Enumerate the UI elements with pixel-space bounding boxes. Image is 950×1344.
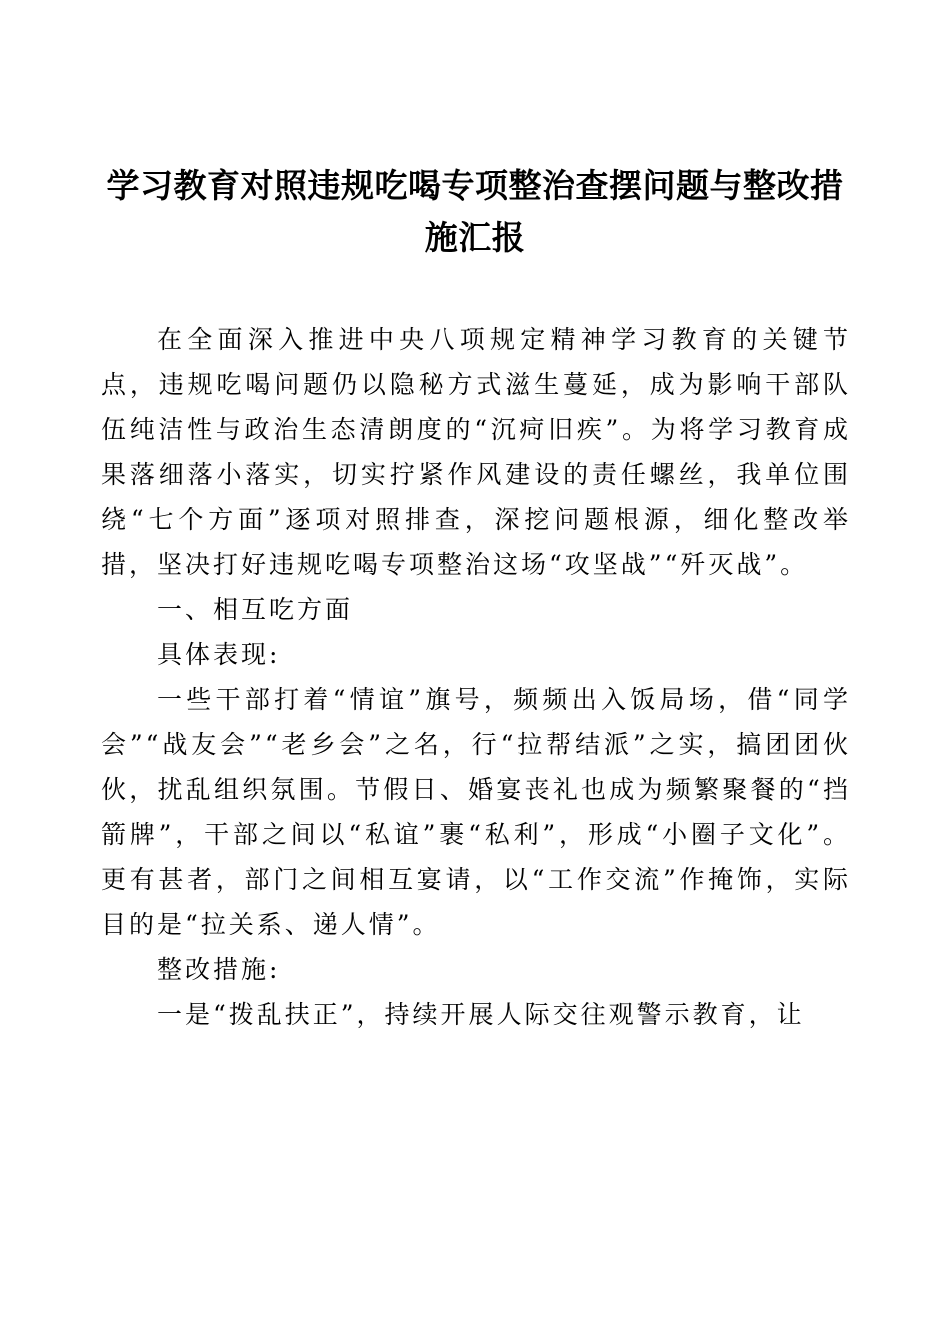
manifestation-paragraph: 一些干部打着“情谊”旗号，频频出入饭局场，借“同学会”“战友会”“老乡会”之名，行“拉帮结派”之实，搞团团伙伙，扰乱组织氛围。节假日、婚宴丧礼也成为频繁聚餐的“挡箭牌”，干部之间以“私谊”裹“私利”，形成“小圈子文化”。更有甚者，部门之间相互宴请，以“工作交流”作掩饰，实际目的是“拉关系、递人情”。 [101, 685, 851, 939]
section-heading: 一、相互吃方面 [157, 595, 354, 624]
measure-paragraph: 一是“拨乱扶正”，持续开展人际交往观警示教育，让 [157, 1000, 805, 1029]
document-title: 学习教育对照违规吃喝专项整治查摆问题与整改措施汇报 [106, 166, 844, 257]
subheading-manifestation: 具体表现: [157, 640, 281, 669]
intro-paragraph: 在全面深入推进中央八项规定精神学习教育的关键节点，违规吃喝问题仍以隐秘方式滋生蔓延，成为影响干部队伍纯洁性与政治生态清朗度的“沉疴旧疾”。为将学习教育成果落细落小落实，切实拧紧作风建设的责任螺丝，我单位围绕“七个方面”逐项对照排查，深挖问题根源，细化整改举措，坚决打好违规吃喝专项整治这场“攻坚战”“歼灭战”。 [101, 325, 851, 579]
subheading-measures: 整改措施: [157, 955, 281, 984]
document-body [101, 317, 851, 1037]
